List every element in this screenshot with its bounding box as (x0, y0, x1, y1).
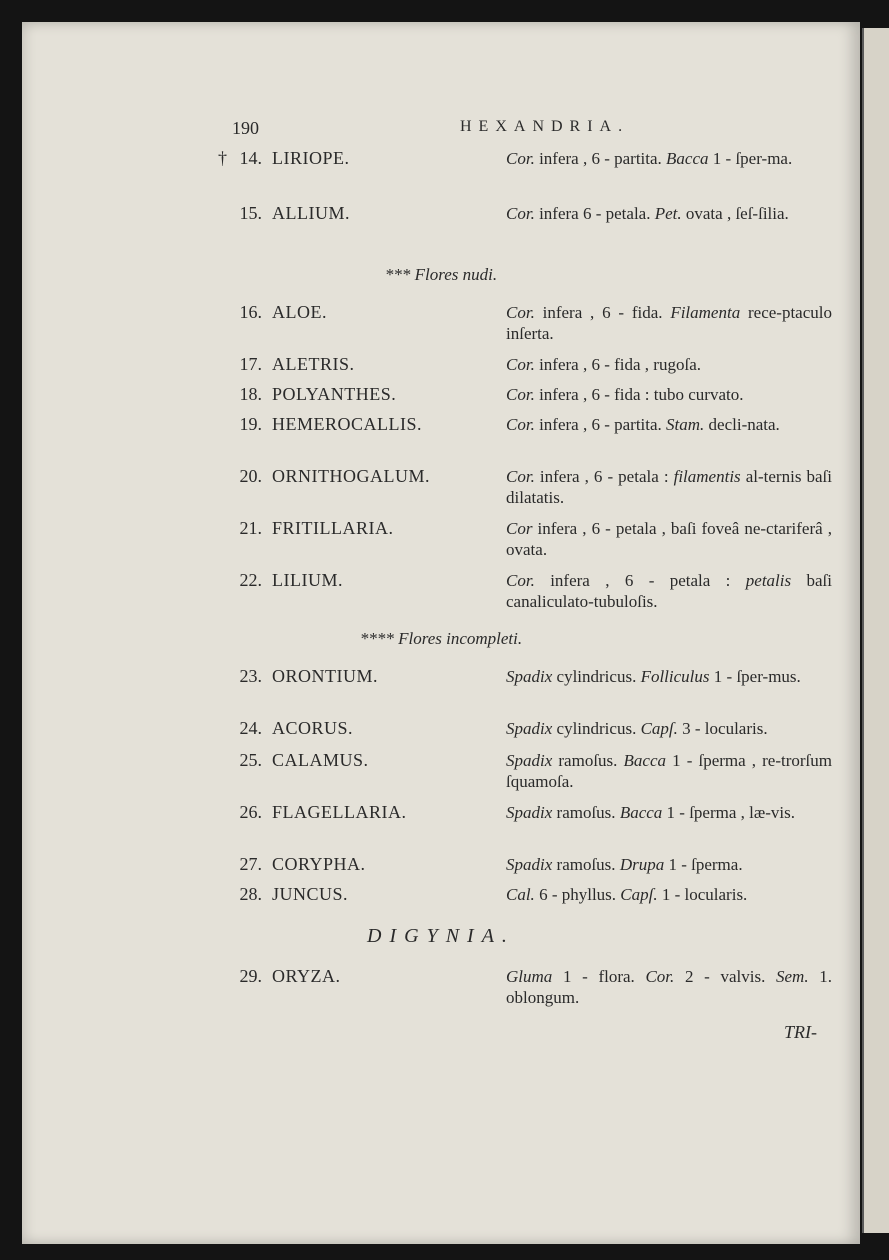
entry-number: 21. (239, 518, 262, 538)
genus-name: CORYPHA. (272, 854, 366, 874)
genus-name: ORYZA. (272, 966, 341, 986)
entry-number: 27. (239, 854, 262, 874)
entry-number: 18. (239, 384, 262, 404)
entry-mark: † (218, 148, 227, 168)
genus-description: Spadix cylindricus. Capſ. 3 - locularis. (506, 719, 768, 738)
entry-number: 17. (239, 354, 262, 374)
entry-number: 20. (239, 466, 262, 486)
genus-name: LIRIOPE. (272, 148, 350, 168)
entry-number: 14. (239, 148, 262, 168)
genus-name: LILIUM. (272, 570, 343, 590)
genus-description: Cor. infera , 6 - partita. Bacca 1 - ſper-ma. (506, 149, 793, 168)
genus-description: Cor. infera , 6 - fida. Filamenta rece-ptaculo inſerta. (506, 303, 832, 343)
genus-description: Cor infera , 6 - petala , baſi foveâ ne-ctariferâ , ovata. (506, 519, 832, 559)
entry-number: 19. (239, 414, 262, 434)
entry-number: 26. (239, 802, 262, 822)
genus-name: ALLIUM. (272, 203, 350, 223)
next-page-edge (862, 28, 889, 1233)
genus-description: Cor. infera , 6 - fida : tubo curvato. (506, 385, 744, 404)
genus-name: ALETRIS. (272, 354, 355, 374)
entry-number: 23. (239, 666, 262, 686)
genus-description: Spadix ramoſus. Bacca 1 - ſperma , re-trorſum ſquamoſa. (506, 751, 832, 791)
genus-name: CALAMUS. (272, 750, 369, 770)
genus-name: ORNITHOGALUM. (272, 466, 430, 486)
genus-name: JUNCUS. (272, 884, 349, 904)
genus-description: Cal. 6 - phyllus. Capſ. 1 - locularis. (506, 885, 748, 904)
genus-name: ORONTIUM. (272, 666, 378, 686)
section-heading: **** Flores incompleti. (359, 629, 523, 648)
running-title: HEXANDRIA. (460, 118, 630, 135)
entry-number: 24. (239, 718, 262, 738)
catchword: TRI- (784, 1022, 817, 1042)
page-text (22, 22, 860, 1244)
genus-description: Cor. infera , 6 - fida , rugoſa. (506, 355, 701, 374)
order-heading: DIGYNIA. (367, 925, 515, 947)
genus-description: Cor. infera , 6 - petala : filamentis al-ternis baſi dilatatis. (506, 467, 832, 507)
genus-name: HEMEROCALLIS. (272, 414, 422, 434)
page-number: 190 (232, 118, 259, 138)
genus-description: Spadix ramoſus. Drupa 1 - ſperma. (506, 855, 743, 874)
entry-number: 15. (239, 203, 262, 223)
entry-number: 28. (239, 884, 262, 904)
genus-description: Spadix cylindricus. Folliculus 1 - ſper-mus. (506, 667, 801, 686)
genus-description: Cor. infera 6 - petala. Pet. ovata , ſeſ-ſilia. (506, 204, 789, 223)
genus-name: FRITILLARIA. (272, 518, 394, 538)
entry-number: 22. (239, 570, 262, 590)
genus-description: Spadix ramoſus. Bacca 1 - ſperma , læ-vis. (506, 803, 795, 822)
genus-name: FLAGELLARIA. (272, 802, 407, 822)
section-heading: *** Flores nudi. (384, 265, 498, 284)
genus-description: Gluma 1 - flora. Cor. 2 - valvis. Sem. 1. oblongum. (506, 967, 832, 1007)
entry-number: 16. (239, 302, 262, 322)
genus-name: ALOE. (272, 302, 327, 322)
entry-number: 25. (239, 750, 262, 770)
book-page (22, 22, 860, 1244)
entry-number: 29. (239, 966, 262, 986)
genus-name: POLYANTHES. (272, 384, 397, 404)
genus-description: Cor. infera , 6 - partita. Stam. decli-nata. (506, 415, 780, 434)
genus-description: Cor. infera , 6 - petala : petalis baſi canaliculato-tubuloſis. (506, 571, 832, 611)
genus-name: ACORUS. (272, 718, 354, 738)
